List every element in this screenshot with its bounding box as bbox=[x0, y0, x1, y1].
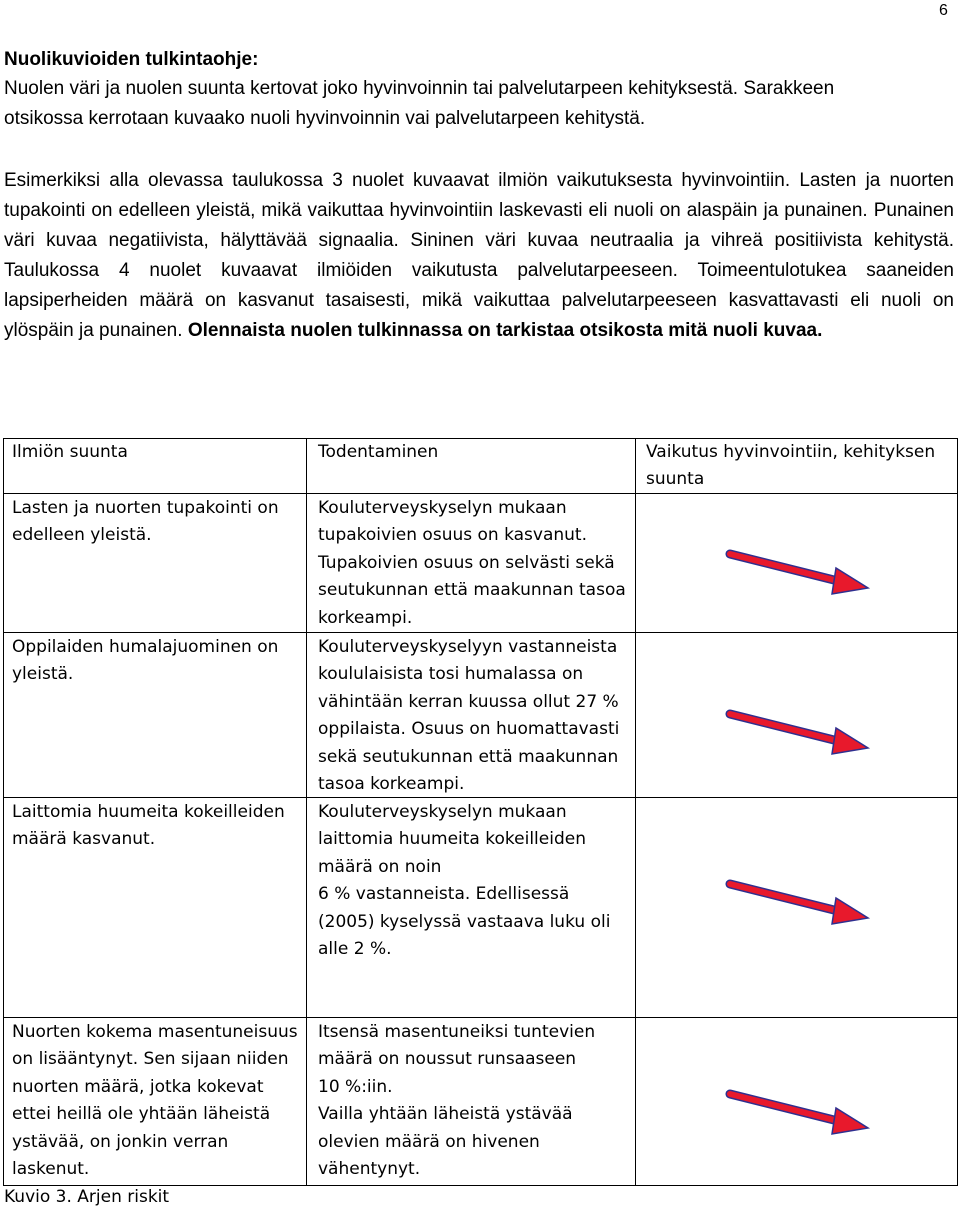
page-number: 6 bbox=[939, 2, 948, 19]
row-1-phenomenon: Lasten ja nuorten tupakointi on edelleen yleistä. bbox=[12, 498, 279, 546]
red-arrow-down-right-icon bbox=[724, 870, 874, 930]
example-text: Esimerkiksi alla olevassa taulukossa 3 nuolet kuvaavat ilmiön vaikutuksesta hyvinvointiin. Lasten ja nuorten tupakointi on edelleen yleistä, mikä vaikuttaa hyvinvointiin laskevasti eli nuoli on alaspäin ja punainen. Punainen väri kuvaa negatiivista, hälyttävää signaalia. Sininen väri kuvaa neutraalia ja vihreä positiivista kehitystä. Taulukossa 4 nuolet kuvaavat ilmiöiden vaikutusta palvelutarpeeseen. Toimeentulotukea saaneiden lapsiperheiden määrä on kasvanut tasaisesti, mikä vaikuttaa palvelutarpeeseen kasvattavasti eli nuoli on ylöspäin ja punainen. bbox=[4, 170, 954, 341]
red-arrow-down-right-icon bbox=[724, 700, 874, 760]
red-arrow-down-right-icon bbox=[724, 1080, 874, 1140]
intro-paragraph bbox=[4, 74, 954, 134]
row-3-evidence: Kouluterveyskyselyn mukaan laittomia huumeita kokeilleiden määrä on noin 6 % vastanneista. Edellisessä (2005) kyselyssä vastaava luku oli alle 2 %. bbox=[318, 802, 611, 960]
example-bold-text: Olennaista nuolen tulkinnassa on tarkistaa otsikosta mitä nuoli kuvaa. bbox=[187, 320, 823, 341]
example-paragraph bbox=[4, 166, 954, 346]
row-3-phenomenon: Laittomia huumeita kokeilleiden määrä kasvanut. bbox=[12, 802, 285, 850]
section-heading: Nuolikuvioiden tulkintaohje: bbox=[4, 49, 259, 70]
intro-line-1: Nuolen väri ja nuolen suunta kertovat joko hyvinvoinnin tai palvelutarpeen kehityksestä. Sarakkeen bbox=[4, 78, 835, 99]
row-1-evidence: Kouluterveyskyselyn mukaan tupakoivien osuus on kasvanut. Tupakoivien osuus on selvästi sekä seutukunnan että maakunnan tasoa korkeampi. bbox=[318, 498, 626, 628]
row-2-evidence: Kouluterveyskyselyyn vastanneista koululaisista tosi humalassa on vähintään kerran kuussa ollut 27 % oppilaista. Osuus on huomattavasti sekä seutukunnan että maakunnan tasoa korkeampi. bbox=[318, 637, 620, 795]
row-4-phenomenon: Nuorten kokema masentuneisuus on lisääntynyt. Sen sijaan niiden nuorten määrä, jotka kokevat ettei heillä ole yhtään läheistä ystävää, on jonkin verran laskenut. bbox=[12, 1022, 298, 1180]
intro-line-2: otsikossa kerrotaan kuvaako nuoli hyvinvoinnin vai palvelutarpeen kehitystä. bbox=[4, 108, 646, 129]
row-4-evidence: Itsensä masentuneiksi tuntevien määrä on noussut runsaaseen 10 %:iin. Vailla yhtään läheistä ystävää olevien määrä on hivenen vähentynyt. bbox=[318, 1022, 596, 1180]
header-evidence: Todentaminen bbox=[318, 442, 439, 462]
figure-caption: Kuvio 3. Arjen riskit bbox=[4, 1187, 170, 1207]
header-phenomenon: Ilmiön suunta bbox=[12, 442, 128, 462]
red-arrow-down-right-icon bbox=[724, 540, 874, 600]
row-2-phenomenon: Oppilaiden humalajuominen on yleistä. bbox=[12, 637, 279, 685]
header-impact: Vaikutus hyvinvointiin, kehityksen suunta bbox=[646, 442, 936, 490]
